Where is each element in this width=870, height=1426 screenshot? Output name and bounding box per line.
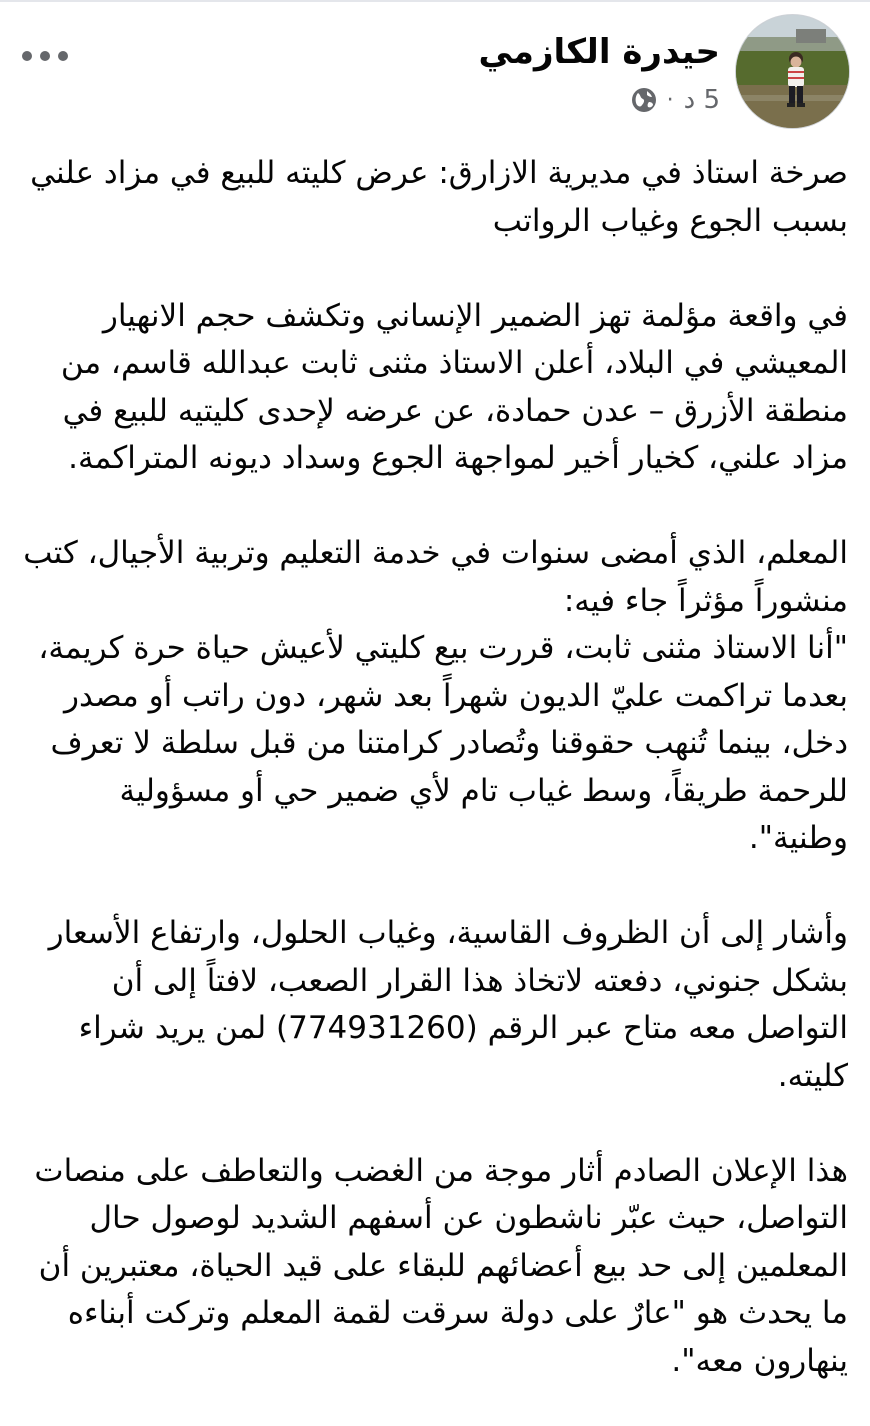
more-dot (58, 51, 68, 61)
globe-icon[interactable] (631, 87, 657, 113)
post-paragraph: هذا الإعلان الصادم أثار موجة من الغضب والتعاطف على منصات التواصل، حيث عبّر ناشطون عن أسفهم الشديد لوصول حال المعلمين إلى حد بيع أعضائهم للبقاء على قيد الحياة، معتبرين أن ما يحدث هو "عارٌ على دولة سرقت لقمة المعلم وتركت أبناءه ينهارون معه". (34, 1152, 848, 1379)
post-time[interactable]: 5 د (683, 85, 720, 115)
post-paragraph: وأشار إلى أن الظروف القاسية، وغياب الحلول، وارتفاع الأسعار بشكل جنوني، دفعته لاتخاذ هذا القرار الصعب، لافتاً إلى أن التواصل معه متاح عبر الرقم (774931260) لمن يريد شراء كليته. (48, 915, 848, 1094)
author-avatar[interactable] (735, 14, 850, 129)
post-meta (631, 82, 720, 118)
more-dot (40, 51, 50, 61)
post-paragraph: المعلم، الذي أمضى سنوات في خدمة التعليم وتربية الأجيال، كتب منشوراً مؤثراً جاء فيه: "أنا الاستاذ مثنى ثابت، قررت بيع كليتي لأعيش حياة حرة كريمة، بعدما تراكمت عليّ الديون شهراً بعد شهر، دون راتب أو مصدر دخل، بينما تُنهب حقوقنا وتُصادر كرامتنا من قبل سلطة لا تعرف للرحمة طريقاً، وسط غياب تام لأي ضمير حي أو مسؤولية وطنية". (23, 535, 848, 856)
post-paragraph: في واقعة مؤلمة تهز الضمير الإنساني وتكشف حجم الانهيار المعيشي في البلاد، أعلن الاستاذ مثنى ثابت عبدالله قاسم، من منطقة الأزرق – عدن حمادة، عن عرضه لإحدى كليتيه للبيع في مزاد علني، كخيار أخير لمواجهة الجوع وسداد ديونه المتراكمة. (60, 297, 848, 476)
top-divider (0, 0, 870, 2)
post-body (22, 150, 848, 1385)
meta-separator: · (666, 87, 674, 113)
more-dot (22, 51, 32, 61)
avatar-photo (736, 15, 849, 128)
post-headline: صرخة استاذ في مديرية الازارق: عرض كليته للبيع في مزاد علني بسبب الجوع وغياب الرواتب (30, 155, 848, 239)
more-options-icon[interactable] (22, 46, 68, 66)
author-name[interactable]: حيدرة الكازمي (478, 32, 720, 72)
post-header (0, 12, 870, 130)
